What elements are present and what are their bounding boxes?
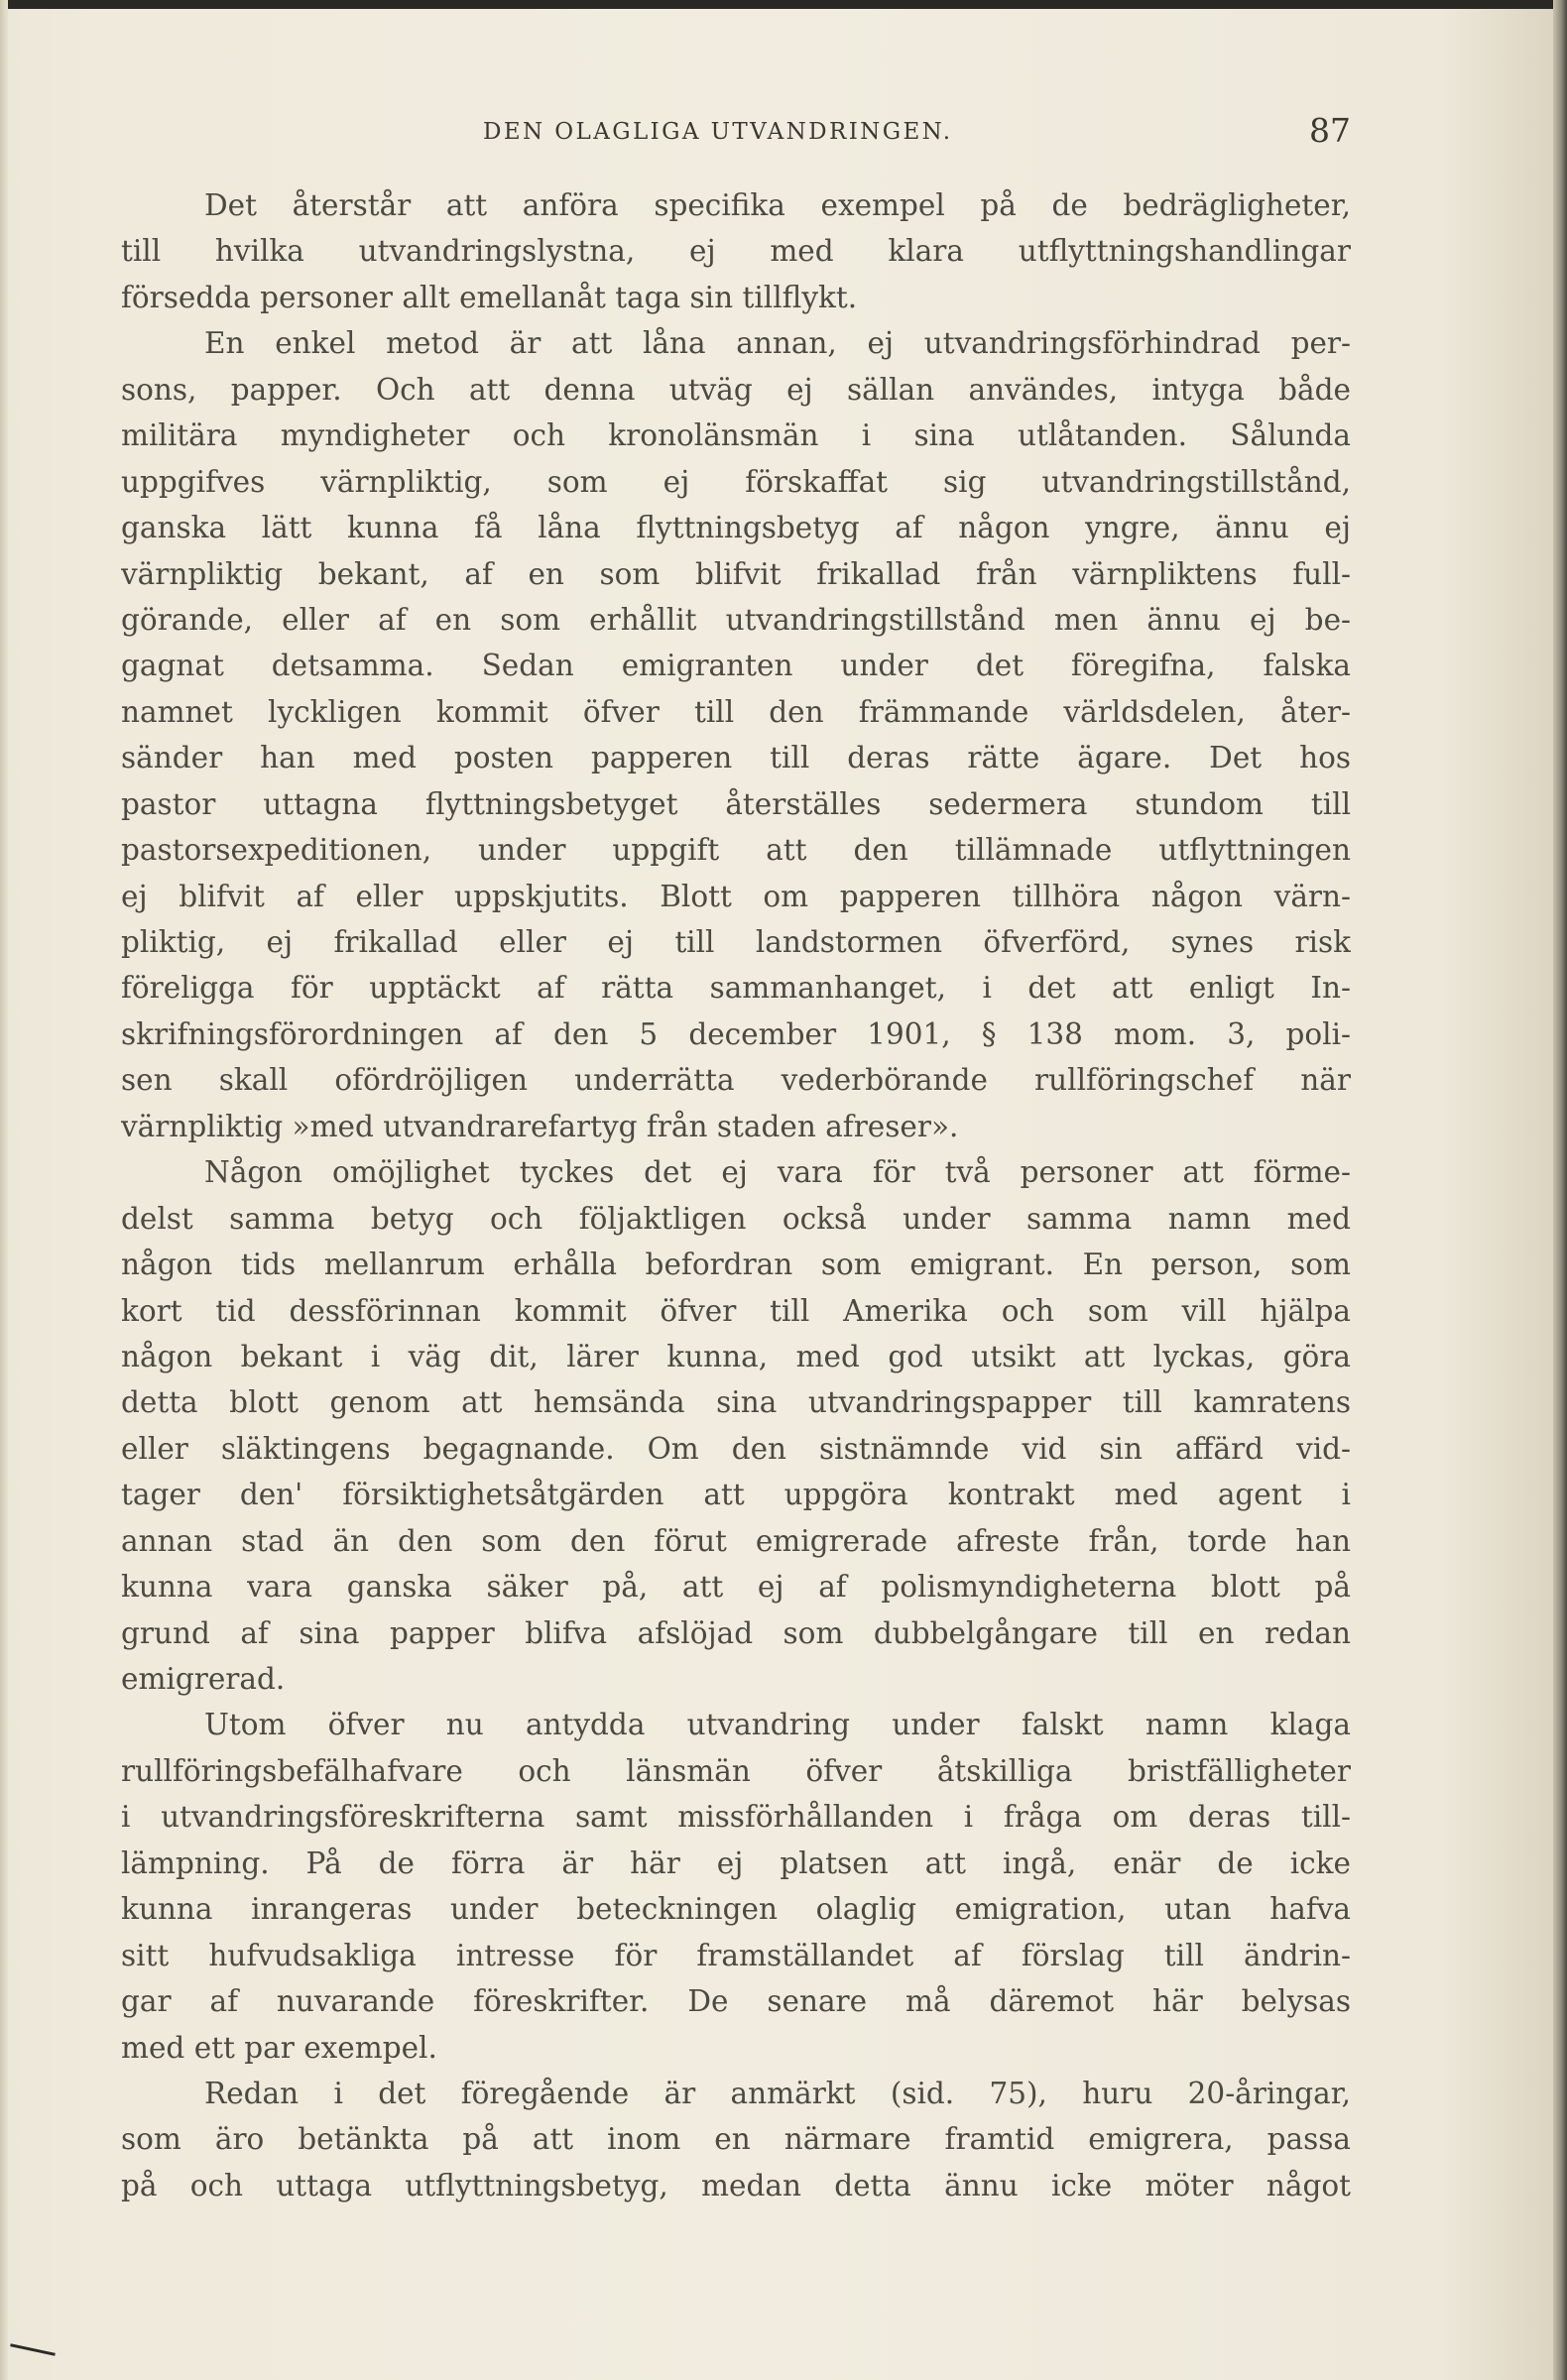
text-line: någon bekant i väg dit, lärer kunna, med god utsikt att lyckas, göra (121, 1339, 1351, 1373)
text-line: gar af nuvarande föreskrifter. De senare må däremot här belysas (121, 1984, 1351, 2019)
text-line: eller släktingens begagnande. Om den sistnämnde vid sin affärd vid- (121, 1431, 1351, 1466)
text-line: som äro betänkta på att inom en närmare framtid emigrera, passa (121, 2122, 1351, 2157)
text-line: någon tids mellanrum erhålla befordran som emigrant. En person, som (121, 1248, 1351, 1282)
text-line: tager den' försiktighetsåtgärden att uppgöra kontrakt med agent i (121, 1478, 1351, 1512)
text-line: delst samma betyg och följaktligen också under samma namn med (121, 1201, 1351, 1236)
text-line: Det återstår att anföra specifika exempel på de bedrägligheter, (204, 188, 1351, 222)
text-line: emigrerad. (121, 1662, 286, 1696)
text-line: värnpliktig bekant, af en som blifvit frikallad från värnpliktens full- (121, 556, 1351, 591)
text-line: på och uttaga utflyttningsbetyg, medan detta ännu icke möter något (121, 2168, 1351, 2202)
corner-mark (10, 2343, 56, 2355)
text-line: sänder han med posten papperen till deras rätte ägare. Det hos (121, 741, 1351, 775)
text-line: Utom öfver nu antydda utvandring under falskt namn klaga (204, 1708, 1351, 1742)
text-line: pastorsexpeditionen, under uppgift att den tillämnade utflyttningen (121, 833, 1351, 868)
text-line: ej blifvit af eller uppskjutits. Blott om papperen tillhöra någon värn- (121, 879, 1351, 913)
text-line: En enkel metod är att låna annan, ej utvandringsförhindrad per- (204, 326, 1351, 361)
text-line: sen skall ofördröjligen underrätta vederbörande rullföringschef när (121, 1063, 1351, 1098)
text-line: sons, papper. Och att denna utväg ej sällan användes, intyga både (121, 372, 1351, 407)
text-line: kunna inrangeras under beteckningen olaglig emigration, utan hafva (121, 1892, 1351, 1927)
text-line: till hvilka utvandringslystna, ej med klara utflyttningshandlingar (121, 234, 1351, 269)
running-title: DEN OLAGLIGA UTVANDRINGEN. (483, 119, 953, 145)
left-page-edge (0, 0, 8, 2380)
text-line: sitt hufvudsakliga intresse för framställandet af förslag till ändrin- (121, 1938, 1351, 1972)
text-line: görande, eller af en som erhållit utvandringstillstånd men ännu ej be- (121, 602, 1351, 637)
text-line: grund af sina papper blifva afslöjad som dubbelgångare till en redan (121, 1615, 1351, 1650)
text-line: pliktig, ej frikallad eller ej till landstormen öfverförd, synes risk (121, 925, 1351, 959)
text-line: med ett par exempel. (121, 2030, 437, 2065)
text-line: gagnat detsamma. Sedan emigranten under det föregifna, falska (121, 649, 1351, 683)
text-line: kunna vara ganska säker på, att ej af polismyndigheterna blott på (121, 1570, 1351, 1605)
body-text (121, 182, 1351, 2208)
text-line: skrifningsförordningen af den 5 december 1901, § 138 mom. 3, poli- (121, 1016, 1351, 1051)
text-line: ganska lätt kunna få låna flyttningsbetyg af någon yngre, ännu ej (121, 511, 1351, 545)
page-number: 87 (1309, 111, 1351, 150)
text-line: pastor uttagna flyttningsbetyget återställes sedermera stundom till (121, 786, 1351, 821)
text-line: lämpning. På de förra är här ej platsen att ingå, enär de icke (121, 1845, 1351, 1880)
text-line: försedda personer allt emellanåt taga sin tillflykt. (121, 280, 858, 314)
text-line: rullföringsbefälhafvare och länsmän öfver åtskilliga bristfälligheter (121, 1753, 1351, 1788)
text-line: militära myndigheter och kronolänsmän i sina utlåtanden. Sålunda (121, 418, 1351, 453)
right-page-edge (1553, 0, 1567, 2380)
text-line: annan stad än den som den förut emigrerade afreste från, torde han (121, 1523, 1351, 1558)
page-header (121, 111, 1351, 159)
top-border (0, 0, 1567, 9)
text-line: i utvandringsföreskrifterna samt missförhållanden i fråga om deras till- (121, 1800, 1351, 1835)
text-line: uppgifves värnpliktig, som ej förskaffat sig utvandringstillstånd, (121, 464, 1351, 499)
text-line: kort tid dessförinnan kommit öfver till Amerika och som vill hjälpa (121, 1293, 1351, 1328)
text-line: namnet lyckligen kommit öfver till den främmande världsdelen, åter- (121, 694, 1351, 729)
text-line: detta blott genom att hemsända sina utvandringspapper till kamratens (121, 1385, 1351, 1420)
text-line: föreligga för upptäckt af rätta sammanhanget, i det att enligt In- (121, 971, 1351, 1006)
text-line: Någon omöjlighet tyckes det ej vara för två personer att förme- (204, 1155, 1351, 1190)
text-line: Redan i det föregående är anmärkt (sid. 75), huru 20-åringar, (204, 2076, 1351, 2110)
text-line: värnpliktig »med utvandrarefartyg från staden afreser». (121, 1109, 959, 1143)
